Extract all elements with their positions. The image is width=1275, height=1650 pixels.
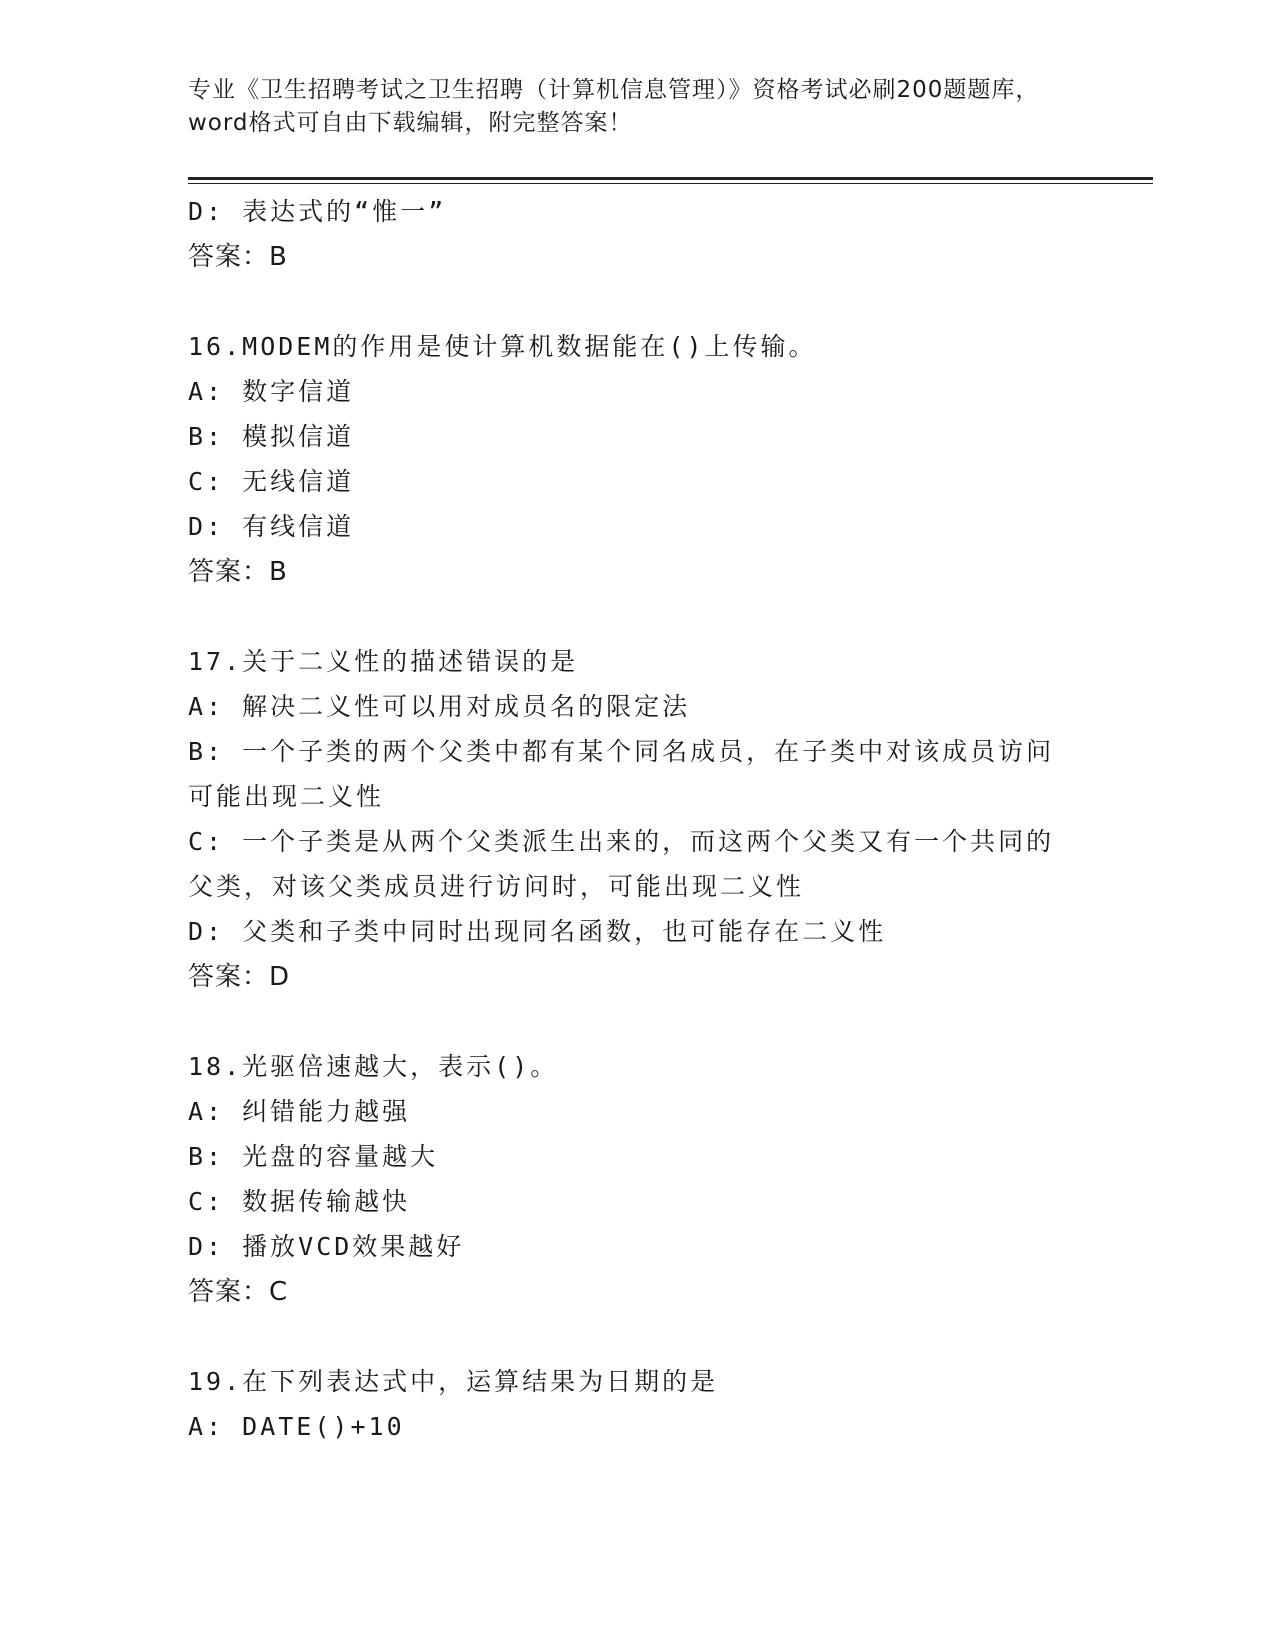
- option-b: B: 模拟信道: [188, 422, 355, 451]
- question-stem: 16.MODEM的作用是使计算机数据能在()上传输。: [188, 332, 817, 361]
- question-stem: 17.关于二义性的描述错误的是: [188, 647, 579, 676]
- option-b: B: 光盘的容量越大: [188, 1142, 439, 1171]
- answer-line: 答案：D: [188, 962, 291, 992]
- header-divider-thin: [188, 183, 1153, 184]
- question-stem: 18.光驱倍速越大，表示()。: [188, 1052, 559, 1081]
- option-c: C: 无线信道: [188, 467, 355, 496]
- document-header: [188, 74, 1088, 140]
- option-a: A: 解决二义性可以用对成员名的限定法: [188, 692, 691, 721]
- header-title-line2: word格式可自由下载编辑，附完整答案！: [188, 110, 633, 136]
- header-divider-thick: [188, 177, 1153, 180]
- option-a: A: DATE()+10: [188, 1412, 405, 1441]
- question-block-18: [188, 1044, 1088, 1315]
- option-b: B: 一个子类的两个父类中都有某个同名成员，在子类中对该成员访问: [188, 737, 1055, 766]
- option-d: D: 播放VCD效果越好: [188, 1232, 465, 1261]
- answer-line: 答案：C: [188, 1277, 289, 1307]
- question-list: [188, 189, 1088, 1449]
- answer-line: 答案：B: [188, 557, 288, 587]
- option-d: D: 父类和子类中同时出现同名函数，也可能存在二义性: [188, 917, 887, 946]
- option-d: D: 有线信道: [188, 512, 355, 541]
- question-block-15: [188, 189, 1088, 280]
- question-block-16: [188, 324, 1088, 595]
- option-c-continued: 父类，对该父类成员进行访问时，可能出现二义性: [188, 872, 805, 901]
- answer-line: 答案：B: [188, 242, 288, 272]
- option-d: D: 表达式的“惟一”: [188, 197, 447, 226]
- option-c: C: 数据传输越快: [188, 1187, 411, 1216]
- option-a: A: 数字信道: [188, 377, 355, 406]
- question-stem: 19.在下列表达式中，运算结果为日期的是: [188, 1367, 719, 1396]
- option-a: A: 纠错能力越强: [188, 1097, 411, 1126]
- question-block-19: [188, 1359, 1088, 1449]
- option-c: C: 一个子类是从两个父类派生出来的，而这两个父类又有一个共同的: [188, 827, 1055, 856]
- question-block-17: [188, 639, 1088, 1000]
- option-b-continued: 可能出现二义性: [188, 782, 385, 811]
- header-title-line1: 专业《卫生招聘考试之卫生招聘（计算机信息管理）》资格考试必刷200题题库，: [188, 77, 1040, 103]
